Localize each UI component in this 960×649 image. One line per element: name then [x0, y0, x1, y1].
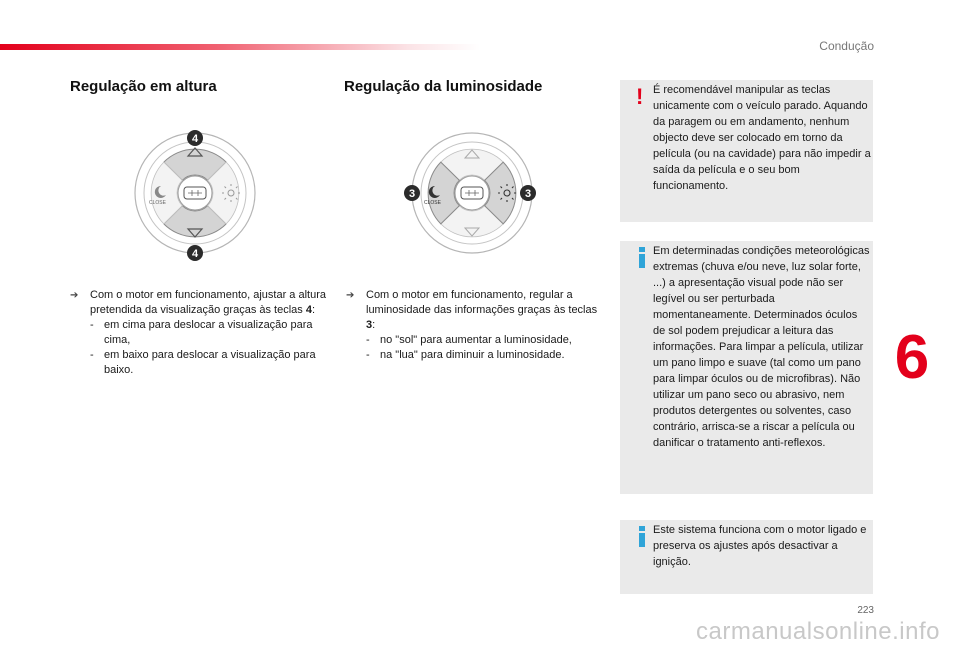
warning-note	[620, 80, 873, 222]
info-note-conditions	[620, 241, 873, 494]
badge-top: 4	[191, 133, 199, 145]
instruction-intro: Com o motor em funcionamento, ajustar a altura pretendida da visualização graças às teclas	[90, 289, 327, 316]
watermark: carmanualsonline.info	[696, 618, 940, 645]
instruction-intro: Com o motor em funcionamento, regular a luminosidade das informações graças às teclas	[366, 289, 598, 316]
instructions-brightness: ➔ Com o motor em funcionamento, regular a luminosidade das informações graças às teclas 3: - no "sol" para aumentar a luminosidade, - na "lua" para diminuir a luminosidade.	[346, 289, 598, 361]
info-icon	[636, 526, 648, 548]
list-item: - em cima para deslocar a visualização para cima,	[90, 319, 313, 346]
badge-bottom: 4	[191, 248, 199, 260]
key-number: 3	[366, 319, 373, 331]
list-item: - em baixo para deslocar a visualização para baixo.	[90, 349, 316, 376]
info-icon	[636, 247, 648, 269]
warning-icon: !	[636, 84, 644, 109]
key-number: 4	[305, 304, 312, 316]
badge-left: 3	[408, 188, 416, 200]
chapter-number: 6	[894, 323, 930, 392]
list-item: - na "lua" para diminuir a luminosidade.	[366, 349, 565, 361]
control-dial-height	[132, 129, 258, 265]
badge-right: 3	[524, 188, 532, 200]
page-number: 223	[857, 605, 874, 616]
title-brightness: Regulação da luminosidade	[344, 78, 543, 95]
close-label: CLOSE	[424, 200, 441, 206]
info-text-conditions: Em determinadas condições meteorológicas extremas (chuva e/ou neve, luz solar forte, ...) a apresentação visual pode não ser legível ou ser perturbada momentaneamente. Determinados óculos de sol podem prejudicar a leitura das informações. Para limpar a película, utilizar um pano limpo e suave (tal como um pano para limpar óculos ou de microfibras). Não utilizar um pano seco ou abrasivo, nem produtos detergentes ou solventes, caso contrário, arrisca-se a riscar a película ou danificar o tratamento anti-reflexos.	[653, 245, 870, 449]
title-height-adjustment: Regulação em altura	[70, 78, 217, 95]
section-name: Condução	[819, 39, 874, 53]
close-label: CLOSE	[149, 200, 166, 206]
instructions-height: ➔ Com o motor em funcionamento, ajustar a altura pretendida da visualização graças às teclas 4: - em cima para deslocar a visualização para cima, - em baixo para deslocar a visualização para baixo.	[70, 289, 327, 376]
list-item: - no "sol" para aumentar a luminosidade,	[366, 334, 572, 346]
bullet-arrow-icon: ➔	[70, 290, 79, 301]
control-dial-brightness	[402, 129, 542, 257]
bullet-arrow-icon: ➔	[346, 290, 355, 301]
header-accent-bar	[0, 44, 480, 50]
info-text-system: Este sistema funciona com o motor ligado e preserva os ajustes após desactivar a ignição.	[653, 524, 867, 568]
info-note-system	[620, 520, 873, 594]
warning-text: É recomendável manipular as teclas unicamente com o veículo parado. Aquando da paragem ou em andamento, nenhum objecto deve ser colocado em torno da película (ou na cavidade) para não impedir a saída da película e o seu bom funcionamento.	[653, 84, 871, 192]
